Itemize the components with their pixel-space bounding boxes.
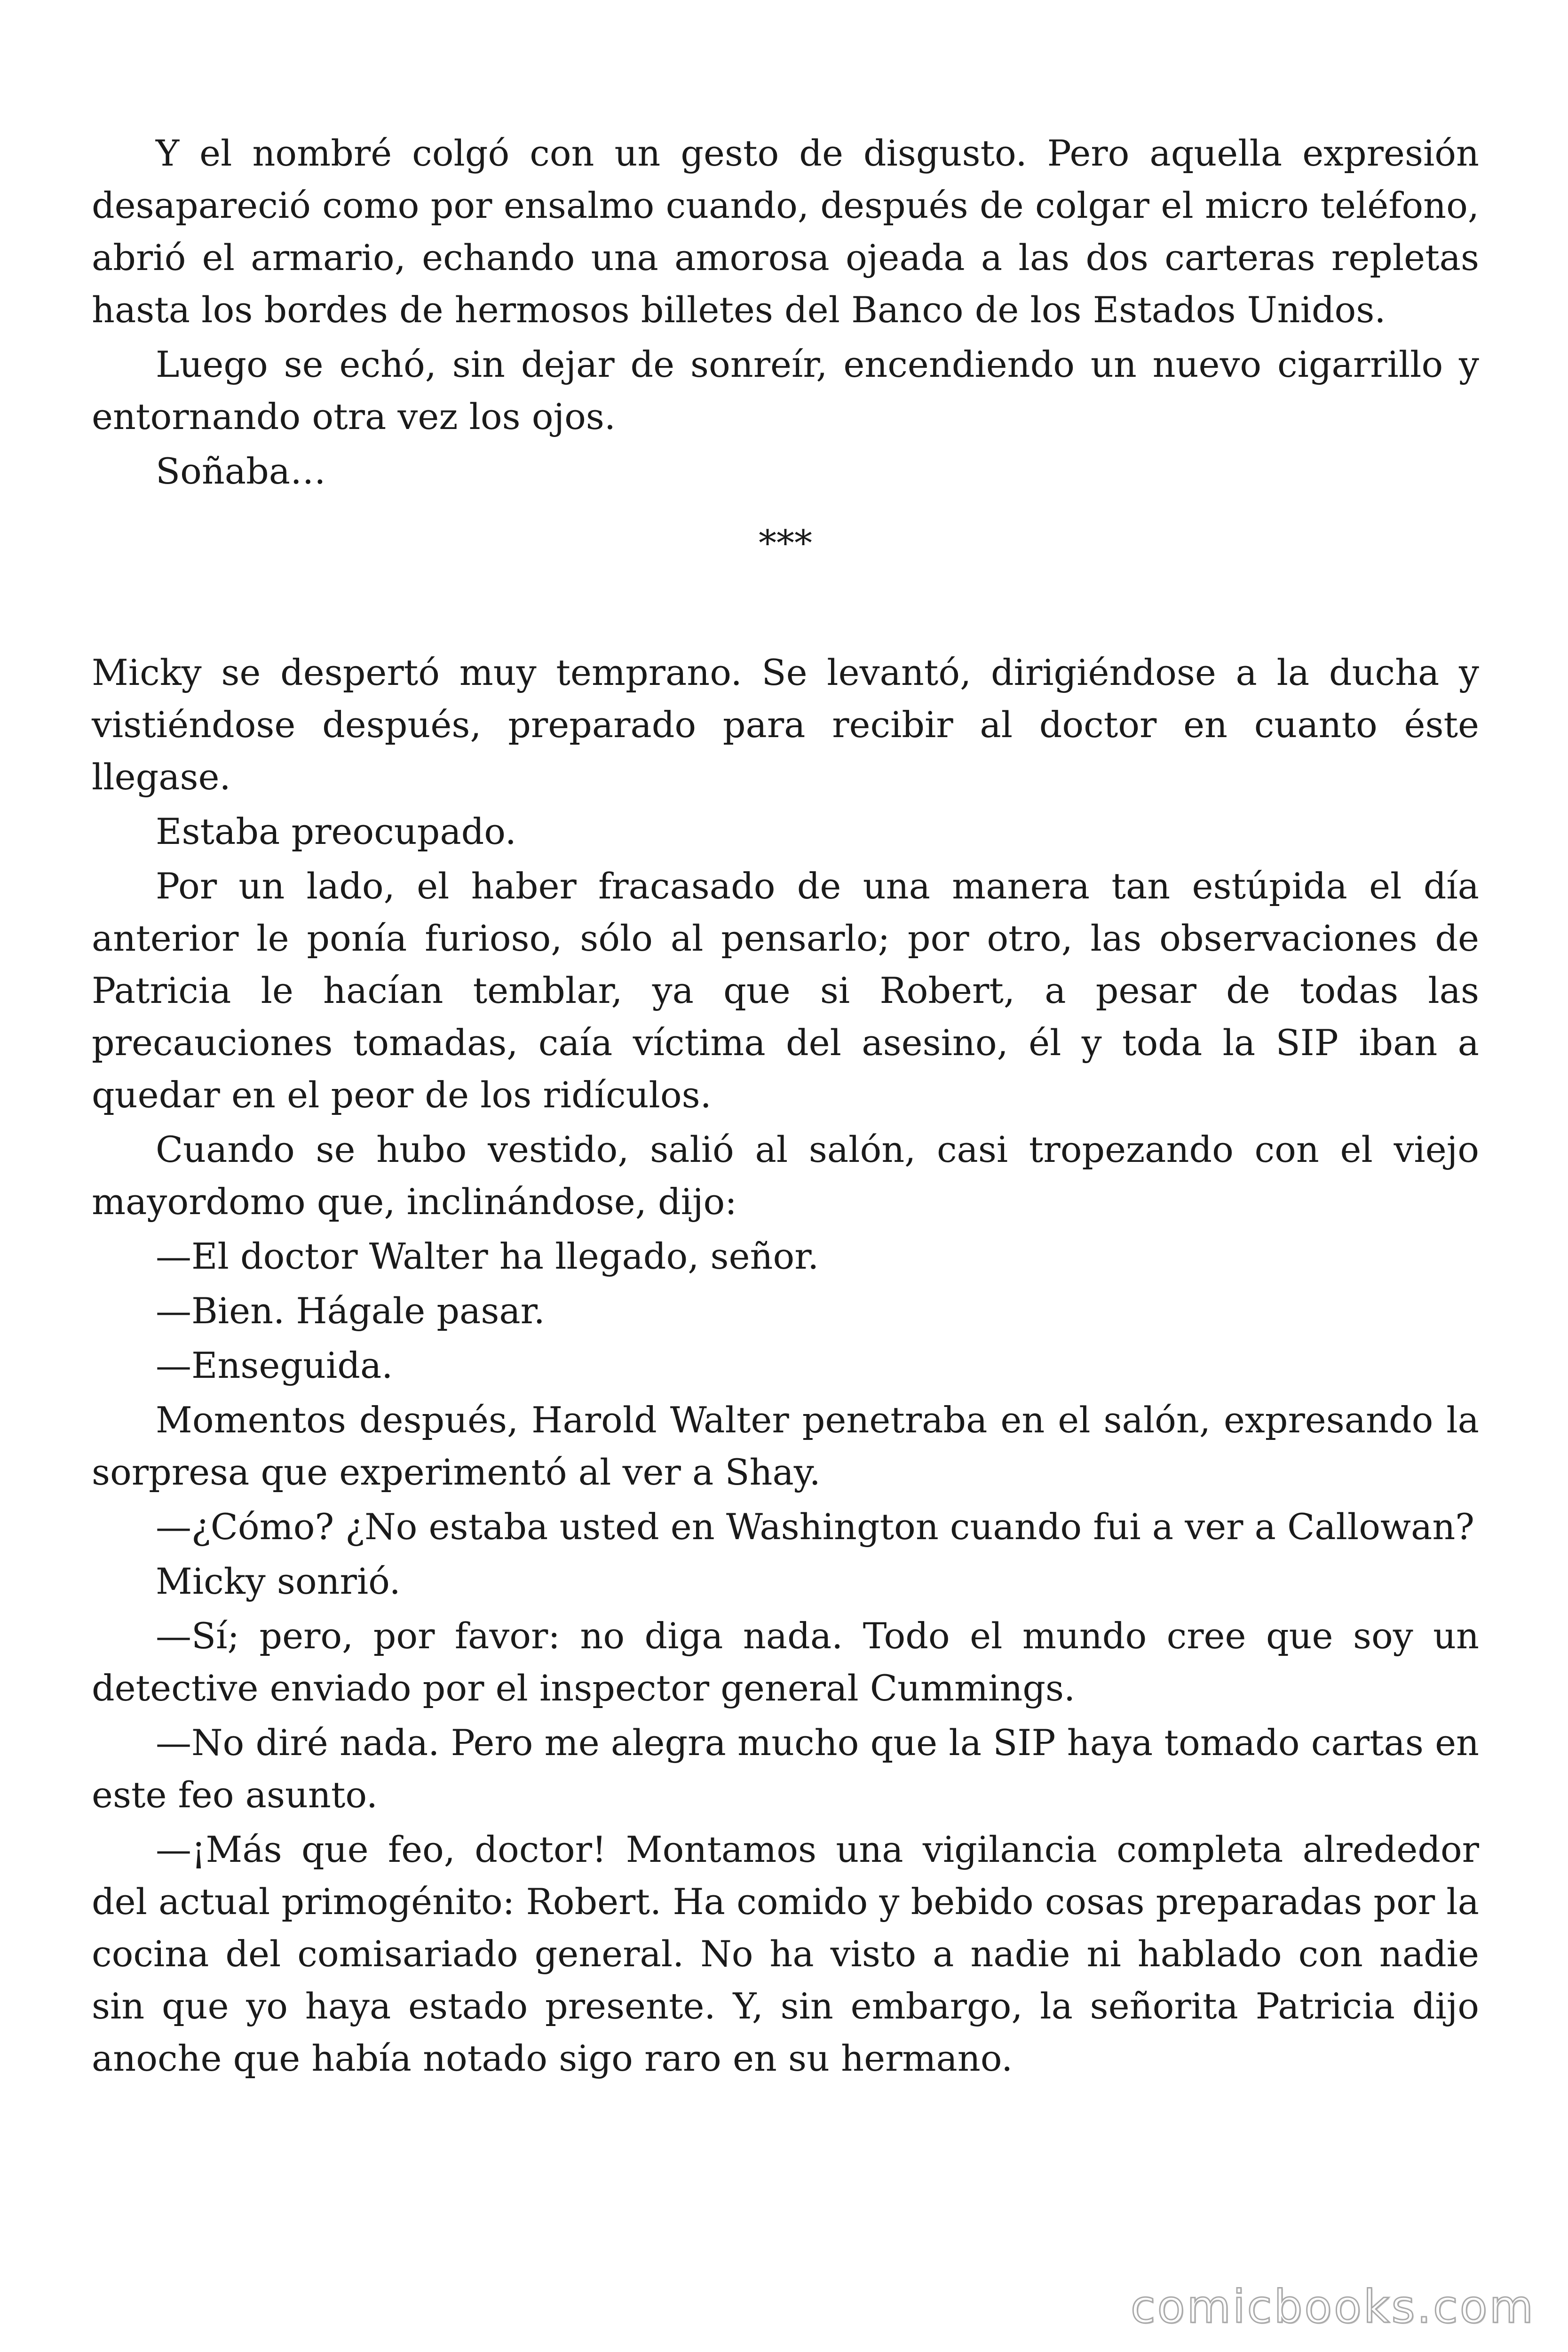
book-page [92, 127, 1479, 2087]
site-watermark: comicbooks.com [1130, 2280, 1535, 2333]
paragraph: Micky se despertó muy temprano. Se levantó, dirigiéndose a la ducha y vistiéndose después, preparado para recibir al doctor en cuanto éste llegase. [92, 652, 1479, 798]
dialogue-line: —Bien. Hágale pasar. [156, 1290, 545, 1332]
scene-separator: *** [759, 522, 812, 564]
paragraph: Por un lado, el haber fracasado de una manera tan estúpida el día anterior le ponía furioso, sólo al pensarlo; por otro, las observaciones de Patricia le hacían temblar, ya que si Robert, a pesar de todas las precauciones tomadas, caía víctima del asesino, él y toda la SIP iban a quedar en el peor de los ridículos. [92, 865, 1479, 1116]
paragraph: Momentos después, Harold Walter penetraba en el salón, expresando la sorpresa que experimentó al ver a Shay. [92, 1399, 1479, 1493]
paragraph: Estaba preocupado. [156, 810, 516, 852]
paragraph: Y el nombré colgó con un gesto de disgusto. Pero aquella expresión desapareció como por ensalmo cuando, después de colgar el micro teléfono, abrió el armario, echando una amorosa ojeada a las dos carteras repletas hasta los bordes de hermosos billetes del Banco de los Estados Unidos. [92, 132, 1479, 331]
paragraph: Cuando se hubo vestido, salió al salón, casi tropezando con el viejo mayordomo que, inclinándose, dijo: [92, 1128, 1479, 1223]
dialogue-line: —El doctor Walter ha llegado, señor. [156, 1235, 819, 1277]
dialogue-line: —Sí; pero, por favor: no diga nada. Todo el mundo cree que soy un detective enviado por el inspector general Cummings. [92, 1615, 1479, 1709]
dialogue-line: —Enseguida. [156, 1344, 393, 1386]
paragraph: Luego se echó, sin dejar de sonreír, encendiendo un nuevo cigarrillo y entornando otra vez los ojos. [92, 343, 1479, 437]
paragraph: Micky sonrió. [156, 1560, 401, 1602]
paragraph: Soñaba… [156, 450, 326, 492]
dialogue-line: —¡Más que feo, doctor! Montamos una vigilancia completa alrededor del actual primogénito: Robert. Ha comido y bebido cosas preparadas por la cocina del comisariado general. No ha visto a nadie ni hablado con nadie sin que yo haya estado presente. Y, sin embargo, la señorita Patricia dijo anoche que había notado sigo raro en su hermano. [92, 1828, 1479, 2079]
dialogue-line: —¿Cómo? ¿No estaba usted en Washington cuando fui a ver a Callowan? [156, 1506, 1475, 1548]
dialogue-line: —No diré nada. Pero me alegra mucho que la SIP haya tomado cartas en este feo asunto. [92, 1722, 1479, 1816]
